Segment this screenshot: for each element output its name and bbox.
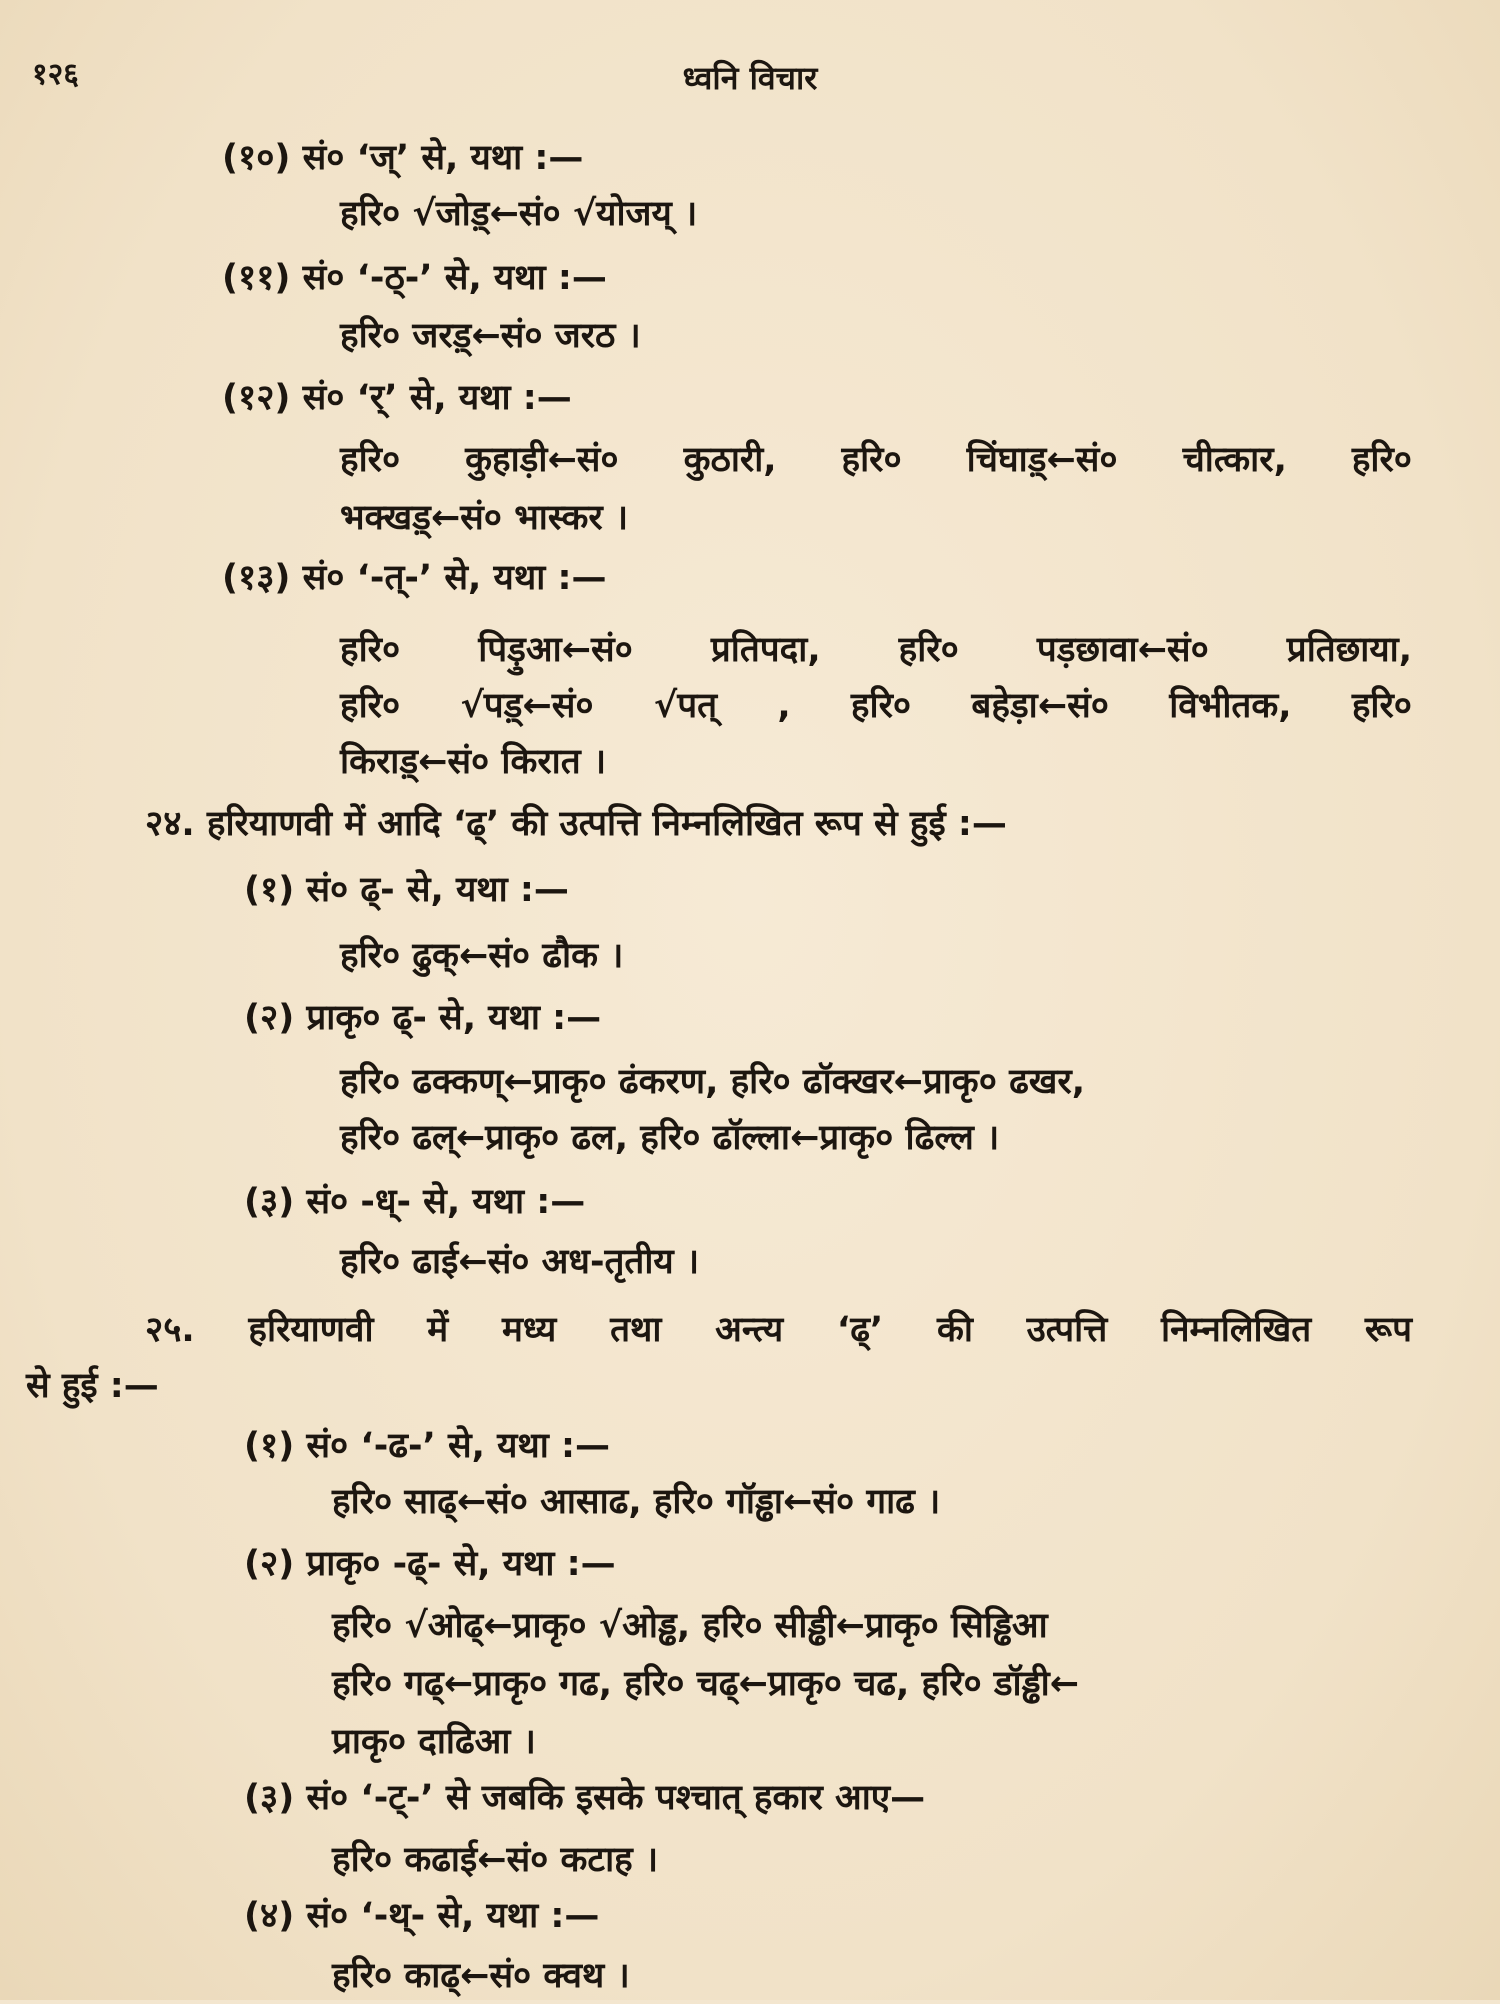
sub-heading-1: (१) सं० ‘-ढ-’ से, यथा :— [244, 1426, 611, 1466]
page-number: १२६ [32, 57, 79, 92]
sub-heading-10: (१०) सं० ‘ज्’ से, यथा :— [222, 138, 584, 178]
example-line: हरि० साढ्←सं० आसाढ, हरि० गॉड्ढा←सं० गाढ । [332, 1482, 941, 1522]
sub-heading-11: (११) सं० ‘-ठ्-’ से, यथा :— [222, 258, 607, 298]
example-line: हरि० कढाई←सं० कटाह । [332, 1840, 659, 1880]
running-title: ध्वनि विचार [682, 59, 818, 97]
example-line: प्राकृ० दाढिआ । [332, 1722, 536, 1762]
sub-heading-4: (४) सं० ‘-थ्- से, यथा :— [244, 1896, 600, 1936]
example-line: हरि० गढ्←प्राकृ० गढ, हरि० चढ्←प्राकृ० चढ, हरि० डॉड्ढी← [332, 1664, 1079, 1704]
example-line: किराड़्←सं० किरात । [340, 742, 607, 782]
section-24-heading: २४. हरियाणवी में आदि ‘ढ्’ की उत्पत्ति निम्नलिखित रूप से हुई :— [145, 804, 1007, 844]
section-25-heading-continued: से हुई :— [26, 1366, 159, 1406]
example-line: हरि० कुहाड़ी←सं० कुठारी, हरि० चिंघाड़्←सं० चीत्कार, हरि० [340, 440, 1412, 480]
example-line: हरि० ढक्कण्←प्राकृ० ढंकरण, हरि० ढॉक्खर←प्राकृ० ढखर, [340, 1062, 1086, 1102]
sub-heading-2: (२) प्राकृ० -ढ्- से, यथा :— [244, 1544, 616, 1584]
sub-heading-3: (३) सं० -ध्- से, यथा :— [244, 1182, 586, 1222]
example-line: भक्खड़्←सं० भास्कर । [340, 498, 629, 538]
example-line: हरि० काढ्←सं० क्वथ । [332, 1956, 630, 1996]
example-line: हरि० ढाई←सं० अध-तृतीय । [340, 1242, 700, 1282]
sub-heading-3: (३) सं० ‘-ट्-’ से जबकि इसके पश्चात् हकार आए— [244, 1778, 926, 1818]
sub-heading-1: (१) सं० ढ्- से, यथा :— [244, 870, 569, 910]
section-25-heading: २५. हरियाणवी में मध्य तथा अन्त्य ‘ढ्’ की उत्पत्ति निम्नलिखित रूप [145, 1310, 1412, 1350]
sub-heading-13: (१३) सं० ‘-त्-’ से, यथा :— [222, 558, 607, 598]
example-line: हरि० ढल्←प्राकृ० ढल, हरि० ढॉल्ला←प्राकृ० ढिल्ल । [340, 1118, 1000, 1158]
example-line: हरि० जरड़्←सं० जरठ । [340, 316, 641, 356]
example-line: हरि० ढुक्←सं० ढौक । [340, 936, 624, 976]
example-line: हरि० पिड़ुआ←सं० प्रतिपदा, हरि० पड़छावा←सं० प्रतिछाया, [340, 630, 1412, 670]
page-header [0, 52, 1500, 102]
example-line: हरि० √पड़्←सं० √पत् , हरि० बहेड़ा←सं० विभीतक, हरि० [340, 686, 1412, 726]
example-line: हरि० √जोड़्←सं० √योजय् । [340, 194, 698, 234]
sub-heading-2: (२) प्राकृ० ढ्- से, यथा :— [244, 998, 602, 1038]
sub-heading-12: (१२) सं० ‘र्’ से, यथा :— [222, 378, 572, 418]
example-line: हरि० √ओढ्←प्राकृ० √ओड्ढ, हरि० सीड्ढी←प्राकृ० सिड्ढिआ [332, 1606, 1048, 1646]
